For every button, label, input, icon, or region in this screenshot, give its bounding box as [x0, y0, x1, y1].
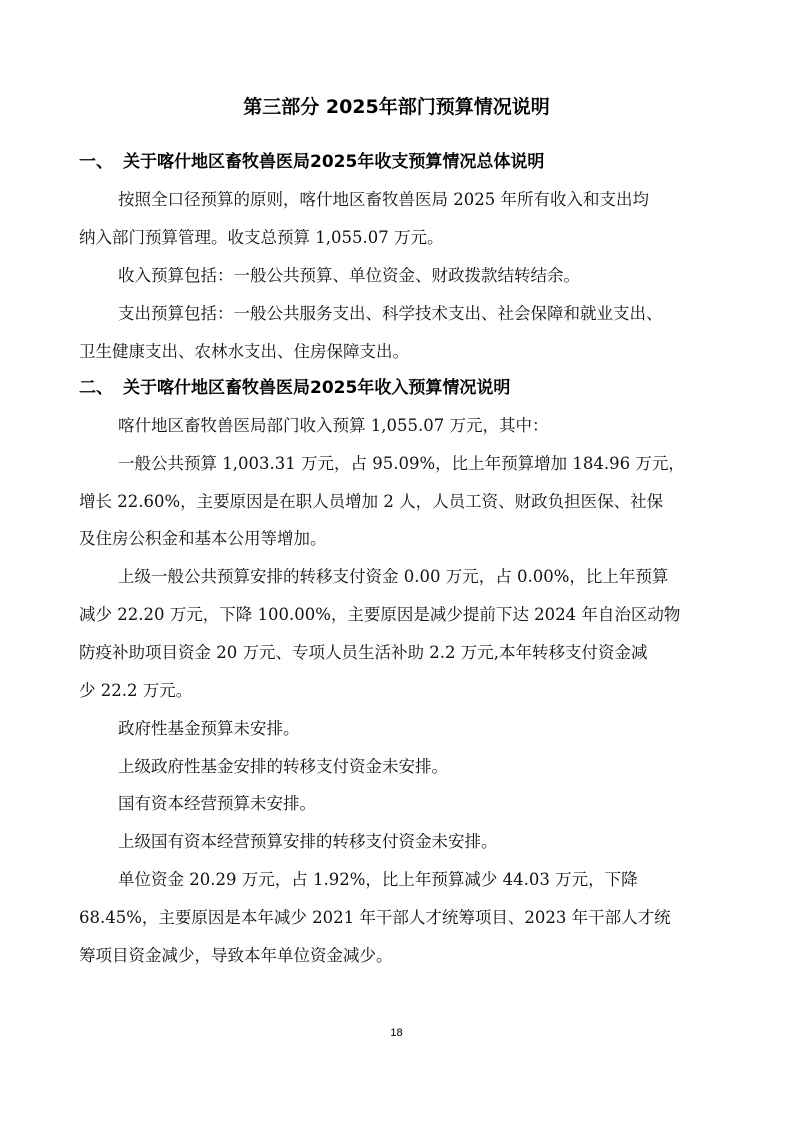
- section-2-paragraph-2-line-1: 一般公共预算 1,003.31 万元，占 95.09%，比上年预算增加 184.96 万元，: [118, 454, 685, 473]
- section-2-paragraph-4: 政府性基金预算未安排。: [118, 719, 300, 738]
- section-1-paragraph-1-line-1: 按照全口径预算的原则，喀什地区畜牧兽医局 2025 年所有收入和支出均: [118, 190, 649, 209]
- section-1-paragraph-2: 收入预算包括：一般公共预算、单位资金、财政拨款结转结余。: [118, 266, 580, 285]
- section-2-paragraph-3-line-1: 上级一般公共预算安排的转移支付资金 0.00 万元，占 0.00%，比上年预算: [118, 567, 669, 586]
- section-2-heading: [79, 376, 510, 400]
- section-1-heading-text: 关于喀什地区畜牧兽医局2025年收支预算情况总体说明: [123, 152, 545, 172]
- section-1-paragraph-3-line-2: 卫生健康支出、农林水支出、住房保障支出。: [79, 342, 409, 361]
- page-title: 第三部分 2025年部门预算情况说明: [243, 96, 550, 118]
- section-2-paragraph-2-line-3: 及住房公积金和基本公用等增加。: [79, 529, 327, 548]
- section-2-paragraph-8-line-3: 筹项目资金减少，导致本年单位资金减少。: [79, 946, 393, 965]
- section-2-paragraph-6: 国有资本经营预算未安排。: [118, 794, 316, 813]
- section-2-paragraph-8-line-2: 68.45%，主要原因是本年减少 2021 年干部人才统筹项目、2023 年干部人才统: [79, 908, 671, 927]
- section-2-paragraph-2-line-2: 增长 22.60%，主要原因是在职人员增加 2 人，人员工资、财政负担医保、社保: [79, 492, 664, 511]
- section-2-paragraph-5: 上级政府性基金安排的转移支付资金未安排。: [118, 757, 448, 776]
- section-1-paragraph-3-line-1: 支出预算包括：一般公共服务支出、科学技术支出、社会保障和就业支出、: [118, 304, 663, 323]
- section-2-number: 二、: [79, 378, 113, 398]
- section-2-paragraph-3-line-3: 防疫补助项目资金 20 万元、专项人员生活补助 2.2 万元,本年转移支付资金减: [79, 643, 648, 662]
- section-1-heading: [79, 150, 544, 174]
- section-1-paragraph-1-line-2: 纳入部门预算管理。收支总预算 1,055.07 万元。: [79, 228, 444, 247]
- section-2-paragraph-8-line-1: 单位资金 20.29 万元，占 1.92%，比上年预算减少 44.03 万元，下降: [118, 870, 638, 889]
- page-number: 18: [390, 1027, 403, 1039]
- section-2-heading-text: 关于喀什地区畜牧兽医局2025年收入预算情况说明: [123, 378, 511, 398]
- section-2-paragraph-7: 上级国有资本经营预算安排的转移支付资金未安排。: [118, 832, 498, 851]
- section-2-paragraph-1: 喀什地区畜牧兽医局部门收入预算 1,055.07 万元，其中：: [118, 416, 549, 435]
- section-2-paragraph-3-line-2: 减少 22.20 万元，下降 100.00%，主要原因是减少提前下达 2024 年自治区动物: [79, 605, 681, 624]
- section-2-paragraph-3-line-4: 少 22.2 万元。: [79, 681, 193, 700]
- section-1-number: 一、: [79, 152, 113, 172]
